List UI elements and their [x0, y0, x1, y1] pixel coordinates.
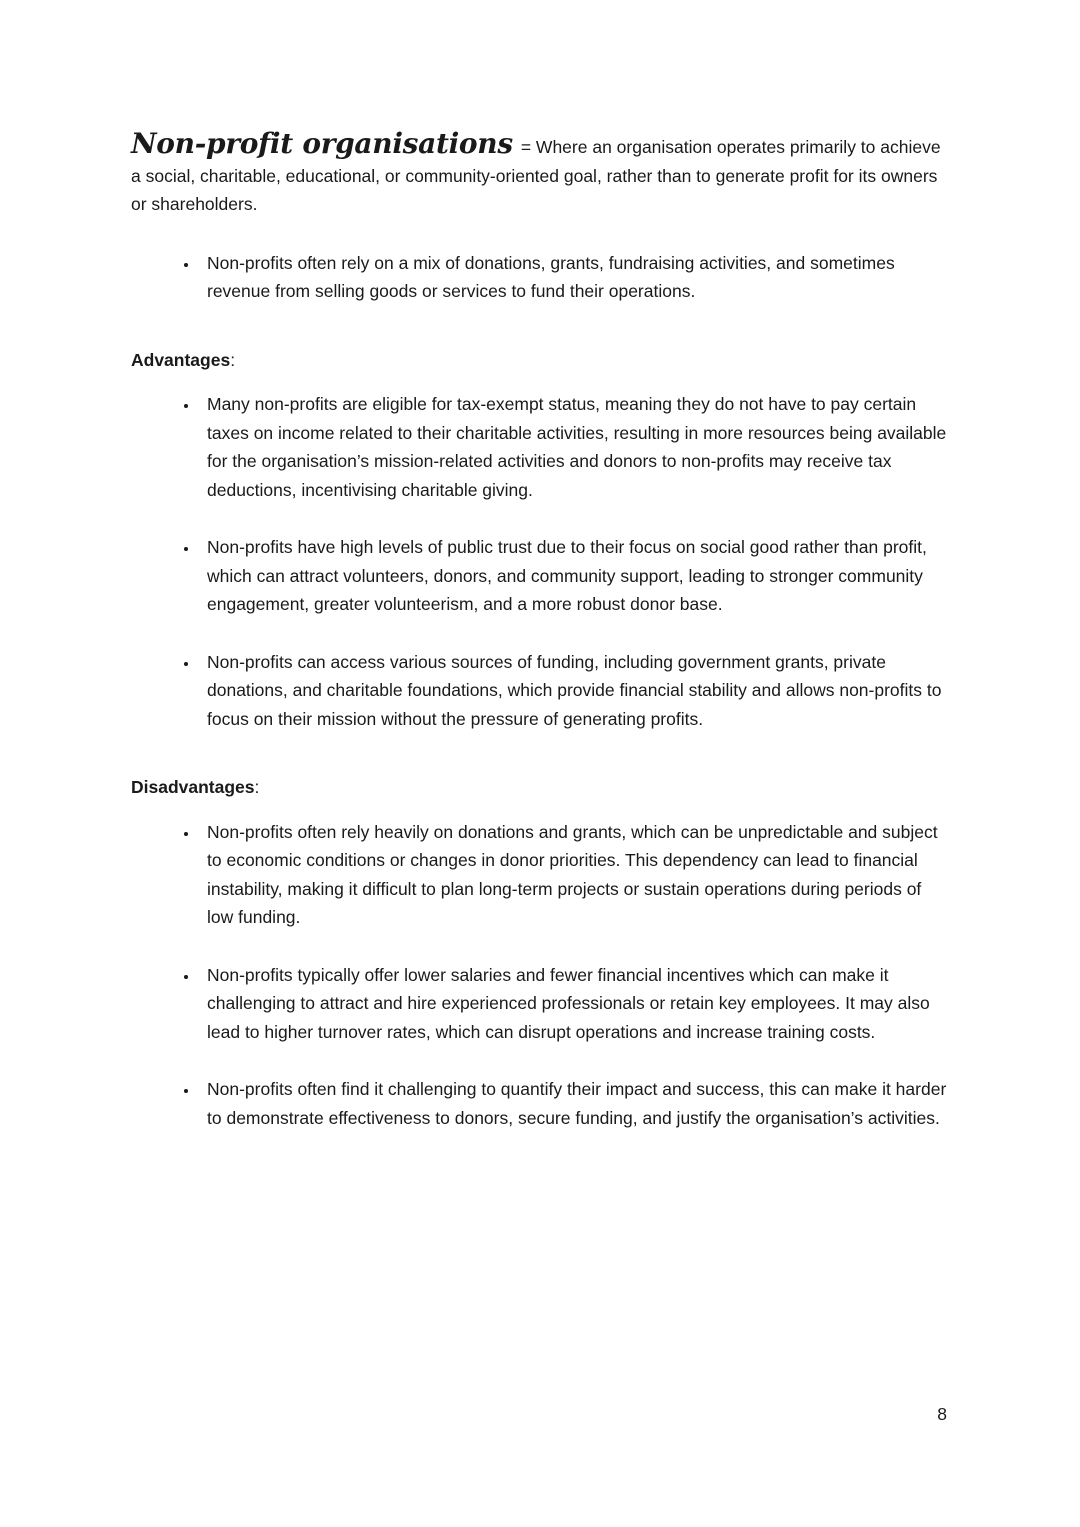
section-label-disadvantages — [131, 773, 948, 802]
intro-list — [131, 249, 948, 306]
disadvantages-list — [131, 818, 948, 1133]
section-label-text: Disadvantages — [131, 777, 255, 797]
page-title: Non-profit organisations — [131, 127, 513, 160]
section-label-colon: : — [254, 777, 260, 797]
section-label-text: Advantages — [131, 349, 231, 370]
list-item: • Non-profits often rely on a mix of donations, grants, fundraising activities, and sometimes revenue from selling goods or services to fund their operations. — [199, 249, 948, 306]
advantages-list — [131, 390, 948, 733]
definition-text: = Where an organisation operates primarily to achieve a social, charitable, educational, or community-oriented goal, rather than to generate profit for its owners or shareholders. — [131, 137, 941, 214]
list-item: • Non-profits often find it challenging to quantify their impact and success, this can make it harder to demonstrate effectiveness to donors, secure funding, and justify the organisation’s activities. — [199, 1075, 948, 1132]
list-item: • Non-profits often rely heavily on donations and grants, which can be unpredictable and subject to economic conditions or changes in donor priorities. This dependency can lead to financial instability, making it difficult to plan long-term projects or sustain operations during periods of low funding. — [199, 818, 948, 932]
list-item: • Non-profits have high levels of public trust due to their focus on social good rather than profit, which can attract volunteers, donors, and community support, leading to stronger community engagement, greater volunteerism, and a more robust donor base. — [199, 533, 948, 619]
section-label-colon: : — [230, 349, 236, 370]
list-item: • Many non-profits are eligible for tax-exempt status, meaning they do not have to pay certain taxes on income related to their charitable activities, resulting in more resources being available for the organisation’s mission-related activities and donors to non-profits may receive tax deductions, incentivising charitable giving. — [199, 390, 948, 504]
list-item: • Non-profits can access various sources of funding, including government grants, private donations, and charitable foundations, which provide financial stability and allows non-profits to focus on their mission without the pressure of generating profits. — [199, 648, 948, 734]
definition-paragraph — [131, 127, 948, 219]
section-label-advantages — [131, 346, 948, 375]
page-number: 8 — [937, 1404, 947, 1424]
list-item: • Non-profits typically offer lower salaries and fewer financial incentives which can make it challenging to attract and hire experienced professionals or retain key employees. It may also lead to higher turnover rates, which can disrupt operations and increase training costs. — [199, 961, 948, 1047]
